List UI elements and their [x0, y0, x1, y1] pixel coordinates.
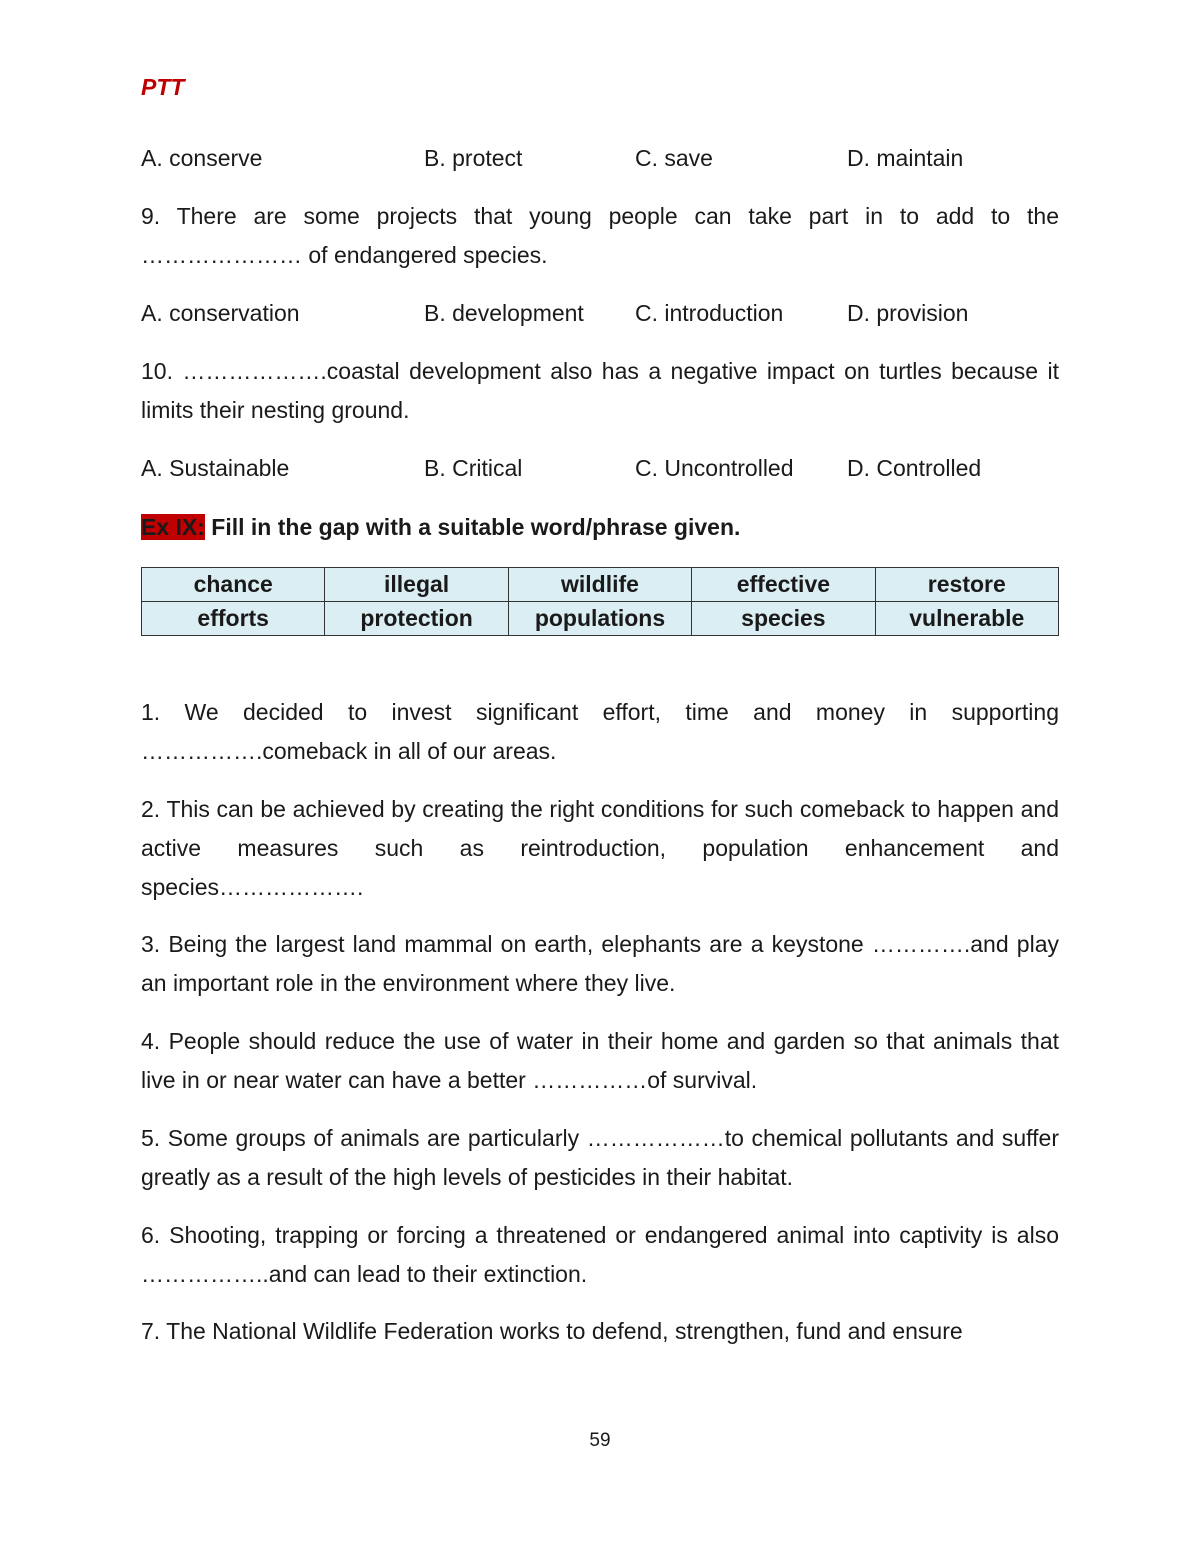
exercise-heading — [141, 508, 740, 547]
q9-choice-a: A. conservation — [141, 300, 300, 326]
word-bank-row — [142, 602, 1059, 636]
word-bank-cell: restore — [875, 568, 1058, 602]
q10-choice-b: B. Critical — [424, 455, 523, 481]
word-bank-cell: species — [692, 602, 875, 636]
q8-choice-d: D. maintain — [847, 145, 964, 171]
word-bank-table — [141, 567, 1059, 636]
q8-choice-a: A. conserve — [141, 145, 263, 171]
q10-choice-d: D. Controlled — [847, 455, 982, 481]
word-bank-row — [142, 568, 1059, 602]
sentence-7: 7. The National Wildlife Federation works to defend, strengthen, fund and ensure — [141, 1318, 963, 1344]
word-bank-cell: effective — [692, 568, 875, 602]
sentence-3: 3. Being the largest land mammal on earth, elephants are a keystone ………….and play an important role in the environment where they live. — [141, 931, 1059, 996]
exercise-tag: Ex IX: — [141, 514, 205, 540]
q9-choice-c: C. introduction — [635, 300, 784, 326]
q8-choice-b: B. protect — [424, 145, 523, 171]
q9-choice-d: D. provision — [847, 300, 969, 326]
word-bank-cell: wildlife — [508, 568, 691, 602]
q8-choice-c: C. save — [635, 145, 713, 171]
word-bank-cell: chance — [142, 568, 325, 602]
word-bank-cell: protection — [325, 602, 508, 636]
q10-choices — [141, 449, 1061, 488]
word-bank-cell: efforts — [142, 602, 325, 636]
q8-choices — [141, 139, 1061, 178]
q9-choice-b: B. development — [424, 300, 584, 326]
question-9: 9. There are some projects that young people can take part in to add to the ………………… of endangered species. — [141, 203, 1059, 268]
question-10: 10. ……………….coastal development also has a negative impact on turtles because it limits their nesting ground. — [141, 358, 1059, 423]
q9-choices — [141, 294, 1061, 333]
sentence-5: 5. Some groups of animals are particularly ………………to chemical pollutants and suffer greatly as a result of the high levels of pesticides in their habitat. — [141, 1125, 1059, 1190]
exercise-instruction: Fill in the gap with a suitable word/phrase given. — [204, 514, 741, 540]
sentence-1: 1. We decided to invest significant effort, time and money in supporting …………….comeback in all of our areas. — [141, 699, 1059, 764]
sentence-6: 6. Shooting, trapping or forcing a threatened or endangered animal into captivity is also ……………..and can lead to their extinction. — [141, 1222, 1059, 1287]
word-bank-cell: vulnerable — [875, 602, 1058, 636]
page-number: 59 — [589, 1430, 611, 1451]
sentence-4: 4. People should reduce the use of water in their home and garden so that animals that live in or near water can have a better ……………of survival. — [141, 1028, 1059, 1093]
header-label: PTT — [141, 74, 185, 100]
q10-choice-c: C. Uncontrolled — [635, 455, 794, 481]
sentence-2: 2. This can be achieved by creating the right conditions for such comeback to happen and active measures such as reintroduction, population enhancement and species………………. — [141, 796, 1059, 900]
word-bank-cell: populations — [508, 602, 691, 636]
q10-choice-a: A. Sustainable — [141, 455, 290, 481]
word-bank-cell: illegal — [325, 568, 508, 602]
